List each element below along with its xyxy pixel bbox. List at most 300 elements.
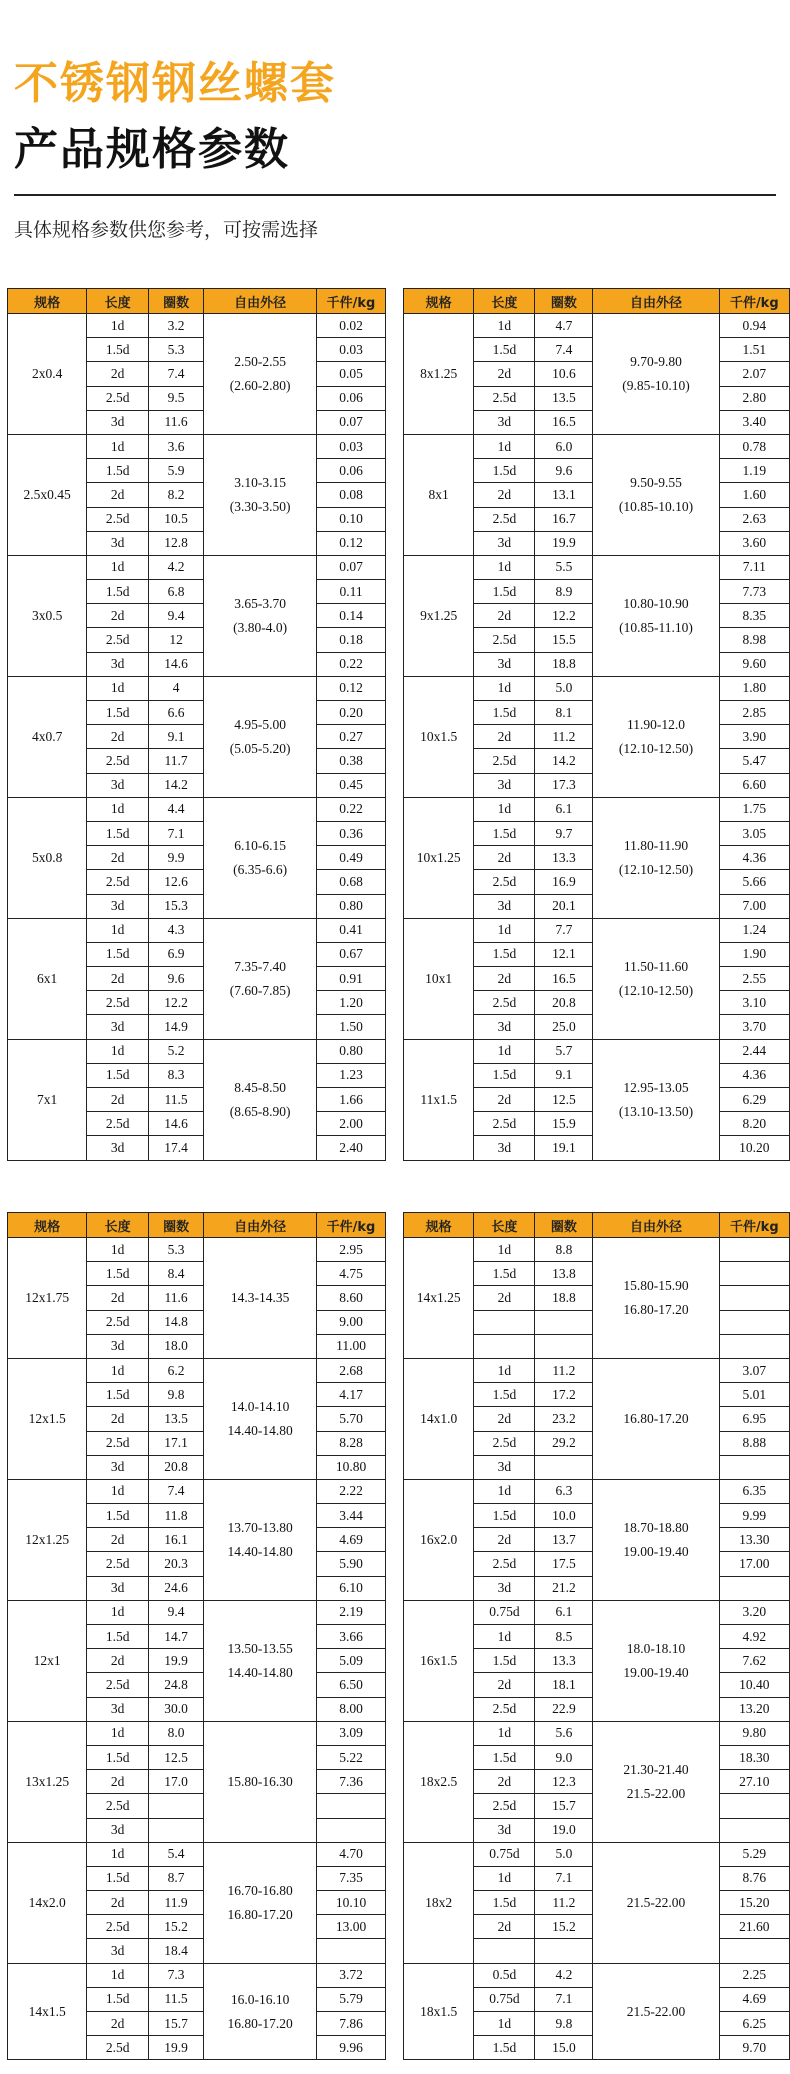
table-row <box>8 1039 386 1063</box>
col-header-free-od: 自由外径 <box>204 1213 317 1238</box>
free-od-cell <box>204 434 317 555</box>
table-row <box>8 918 386 942</box>
weight-cell: 3.66 <box>317 1625 386 1649</box>
turns-cell: 19.9 <box>535 531 593 555</box>
length-cell: 1.5d <box>87 1745 149 1769</box>
weight-cell: 13.30 <box>719 1528 789 1552</box>
length-cell: 3d <box>87 1334 149 1358</box>
weight-cell: 6.10 <box>317 1576 386 1600</box>
free-od-line: 16.80-17.20 <box>623 1301 689 1317</box>
length-cell: 1d <box>87 314 149 338</box>
weight-cell: 3.90 <box>719 725 789 749</box>
spec-cell: 10x1 <box>404 918 474 1039</box>
turns-cell: 20.3 <box>148 1552 203 1576</box>
header-row <box>404 1213 790 1238</box>
weight-cell: 1.75 <box>719 797 789 821</box>
weight-cell: 7.62 <box>719 1649 789 1673</box>
turns-cell: 20.1 <box>535 894 593 918</box>
weight-cell: 0.14 <box>317 604 386 628</box>
free-od-cell <box>593 1842 719 1963</box>
table-row <box>8 1963 386 1987</box>
weight-cell: 1.90 <box>719 942 789 966</box>
length-cell: 3d <box>87 1455 149 1479</box>
weight-cell: 8.28 <box>317 1431 386 1455</box>
turns-cell: 13.3 <box>535 846 593 870</box>
turns-cell: 9.7 <box>535 821 593 845</box>
weight-cell: 4.17 <box>317 1383 386 1407</box>
weight-cell: 5.90 <box>317 1552 386 1576</box>
spec-cell: 10x1.5 <box>404 676 474 797</box>
table-row <box>404 1238 790 1262</box>
length-cell: 1d <box>87 1039 149 1063</box>
spec-cell: 14x1.0 <box>404 1358 474 1479</box>
free-od-cell <box>593 1721 719 1842</box>
length-cell: 1d <box>87 555 149 579</box>
free-od-cell <box>204 1600 317 1721</box>
col-header-turns: 圈数 <box>148 289 203 314</box>
turns-cell: 15.7 <box>148 2012 203 2036</box>
length-cell: 2.5d <box>87 1431 149 1455</box>
length-cell: 1.5d <box>474 1891 535 1915</box>
weight-cell: 4.70 <box>317 1842 386 1866</box>
turns-cell: 21.2 <box>535 1576 593 1600</box>
length-cell: 1d <box>87 797 149 821</box>
weight-cell: 0.68 <box>317 870 386 894</box>
free-od-line: 14.40-14.80 <box>227 1543 293 1559</box>
weight-cell: 9.60 <box>719 652 789 676</box>
free-od-cell <box>593 1479 719 1600</box>
turns-cell: 9.9 <box>148 846 203 870</box>
length-cell: 1.5d <box>87 338 149 362</box>
free-od-line: 8.45-8.50 <box>234 1079 287 1095</box>
turns-cell: 15.2 <box>148 1915 203 1939</box>
weight-cell: 0.78 <box>719 434 789 458</box>
weight-cell: 0.38 <box>317 749 386 773</box>
free-od-cell <box>593 1039 719 1160</box>
weight-cell <box>719 1939 789 1963</box>
weight-cell: 4.69 <box>719 1987 789 2011</box>
weight-cell: 0.41 <box>317 918 386 942</box>
length-cell: 1d <box>474 797 535 821</box>
weight-cell <box>719 1262 789 1286</box>
spec-cell: 3x0.5 <box>8 555 87 676</box>
length-cell: 1d <box>474 1479 535 1503</box>
weight-cell: 0.36 <box>317 821 386 845</box>
weight-cell: 0.07 <box>317 555 386 579</box>
weight-cell: 8.00 <box>317 1697 386 1721</box>
weight-cell: 0.03 <box>317 338 386 362</box>
col-header-turns: 圈数 <box>535 1213 593 1238</box>
weight-cell: 7.86 <box>317 2012 386 2036</box>
turns-cell: 4.2 <box>535 1963 593 1987</box>
col-header-length: 长度 <box>87 289 149 314</box>
free-od-line: 21.30-21.40 <box>623 1761 689 1777</box>
length-cell: 3d <box>87 1818 149 1842</box>
weight-cell: 1.80 <box>719 676 789 700</box>
turns-cell: 5.4 <box>148 1842 203 1866</box>
weight-cell: 2.63 <box>719 507 789 531</box>
turns-cell: 8.2 <box>148 483 203 507</box>
length-cell: 3d <box>474 894 535 918</box>
table-row <box>8 434 386 458</box>
turns-cell <box>148 1794 203 1818</box>
turns-cell <box>535 1334 593 1358</box>
length-cell: 3d <box>474 773 535 797</box>
length-cell: 2d <box>87 967 149 991</box>
turns-cell: 4 <box>148 676 203 700</box>
free-od-line: 11.90-12.0 <box>626 716 685 732</box>
turns-cell: 9.0 <box>535 1745 593 1769</box>
turns-cell: 11.6 <box>148 1286 203 1310</box>
length-cell: 2.5d <box>87 507 149 531</box>
free-od-line: (5.05-5.20) <box>229 740 291 756</box>
length-cell: 2d <box>474 846 535 870</box>
turns-cell: 3.6 <box>148 434 203 458</box>
length-cell: 2d <box>87 2012 149 2036</box>
length-cell: 2d <box>474 1673 535 1697</box>
weight-cell: 8.98 <box>719 628 789 652</box>
weight-cell <box>719 1455 789 1479</box>
weight-cell <box>719 1576 789 1600</box>
weight-cell: 4.69 <box>317 1528 386 1552</box>
turns-cell: 12.3 <box>535 1770 593 1794</box>
free-od-line: 16.0-16.10 <box>230 1991 290 2007</box>
weight-cell: 6.50 <box>317 1673 386 1697</box>
length-cell <box>474 1310 535 1334</box>
length-cell: 1d <box>87 1963 149 1987</box>
free-od-line: 3.10-3.15 <box>234 474 287 490</box>
free-od-line: 2.50-2.55 <box>234 353 287 369</box>
weight-cell: 21.60 <box>719 1915 789 1939</box>
turns-cell: 10.6 <box>535 362 593 386</box>
weight-cell: 5.09 <box>317 1649 386 1673</box>
length-cell: 1d <box>474 434 535 458</box>
length-cell: 1d <box>474 1721 535 1745</box>
weight-cell: 5.01 <box>719 1383 789 1407</box>
weight-cell: 0.05 <box>317 362 386 386</box>
spec-table <box>7 288 386 1161</box>
length-cell: 1.5d <box>87 1866 149 1890</box>
turns-cell: 15.5 <box>535 628 593 652</box>
col-header-free-od: 自由外径 <box>204 289 317 314</box>
weight-cell <box>317 1794 386 1818</box>
free-od-line: (2.60-2.80) <box>229 377 291 393</box>
weight-cell: 10.10 <box>317 1891 386 1915</box>
length-cell: 3d <box>87 1697 149 1721</box>
col-header-weight: 千件/kg <box>317 1213 386 1238</box>
weight-cell: 0.07 <box>317 410 386 434</box>
col-header-weight: 千件/kg <box>719 1213 789 1238</box>
length-cell: 2d <box>474 1528 535 1552</box>
spec-cell: 11x1.5 <box>404 1039 474 1160</box>
turns-cell: 6.1 <box>535 797 593 821</box>
free-od-line: 13.50-13.55 <box>227 1640 293 1656</box>
col-header-turns: 圈数 <box>535 289 593 314</box>
length-cell: 1d <box>474 1238 535 1262</box>
turns-cell: 5.0 <box>535 1842 593 1866</box>
weight-cell: 9.00 <box>317 1310 386 1334</box>
free-od-line: 18.70-18.80 <box>623 1519 689 1535</box>
spec-cell: 14x1.25 <box>404 1238 474 1359</box>
turns-cell: 18.0 <box>148 1334 203 1358</box>
turns-cell: 4.2 <box>148 555 203 579</box>
turns-cell: 5.6 <box>535 1721 593 1745</box>
length-cell: 1.5d <box>87 1262 149 1286</box>
turns-cell: 15.9 <box>535 1112 593 1136</box>
length-cell: 0.75d <box>474 1842 535 1866</box>
weight-cell: 7.11 <box>719 555 789 579</box>
turns-cell: 12.5 <box>535 1088 593 1112</box>
length-cell: 1d <box>87 1842 149 1866</box>
weight-cell: 5.47 <box>719 749 789 773</box>
turns-cell: 11.7 <box>148 749 203 773</box>
turns-cell: 9.6 <box>148 967 203 991</box>
weight-cell: 3.05 <box>719 821 789 845</box>
free-od-cell <box>204 1238 317 1359</box>
spec-table <box>403 288 790 1161</box>
turns-cell: 14.2 <box>148 773 203 797</box>
length-cell: 2.5d <box>87 1552 149 1576</box>
length-cell: 2d <box>87 725 149 749</box>
turns-cell: 7.1 <box>535 1987 593 2011</box>
free-od-line: (3.30-3.50) <box>229 498 291 514</box>
turns-cell: 4.7 <box>535 314 593 338</box>
turns-cell: 24.8 <box>148 1673 203 1697</box>
table-row <box>404 555 790 579</box>
free-od-line: 11.80-11.90 <box>623 837 689 853</box>
turns-cell: 6.2 <box>148 1358 203 1382</box>
weight-cell <box>719 1794 789 1818</box>
table-row <box>404 1600 790 1624</box>
turns-cell: 5.2 <box>148 1039 203 1063</box>
spec-cell: 16x2.0 <box>404 1479 474 1600</box>
turns-cell <box>535 1939 593 1963</box>
turns-cell: 5.3 <box>148 1238 203 1262</box>
length-cell: 2d <box>474 1088 535 1112</box>
turns-cell <box>535 1310 593 1334</box>
table-row <box>8 1600 386 1624</box>
length-cell: 2d <box>87 1891 149 1915</box>
col-header-spec: 规格 <box>404 289 474 314</box>
table-row <box>404 676 790 700</box>
turns-cell: 13.5 <box>535 386 593 410</box>
free-od-cell <box>593 1358 719 1479</box>
turns-cell: 18.4 <box>148 1939 203 1963</box>
free-od-line: 9.50-9.55 <box>630 474 682 490</box>
turns-cell: 8.8 <box>535 1238 593 1262</box>
length-cell: 3d <box>474 1818 535 1842</box>
length-cell: 2d <box>87 483 149 507</box>
weight-cell: 6.25 <box>719 2012 789 2036</box>
weight-cell: 6.60 <box>719 773 789 797</box>
length-cell: 1d <box>87 1238 149 1262</box>
weight-cell: 4.36 <box>719 846 789 870</box>
length-cell: 1d <box>87 1721 149 1745</box>
free-od-line: (12.10-12.50) <box>618 740 694 756</box>
spec-cell: 12x1.25 <box>8 1479 87 1600</box>
weight-cell: 2.07 <box>719 362 789 386</box>
col-header-weight: 千件/kg <box>317 289 386 314</box>
length-cell: 1.5d <box>474 1649 535 1673</box>
length-cell: 2.5d <box>474 628 535 652</box>
weight-cell: 0.12 <box>317 531 386 555</box>
weight-cell: 1.51 <box>719 338 789 362</box>
length-cell: 2.5d <box>87 991 149 1015</box>
turns-cell: 15.2 <box>535 1915 593 1939</box>
weight-cell <box>719 1334 789 1358</box>
free-od-cell <box>204 918 317 1039</box>
weight-cell: 0.18 <box>317 628 386 652</box>
weight-cell: 4.75 <box>317 1262 386 1286</box>
turns-cell: 15.7 <box>535 1794 593 1818</box>
turns-cell: 19.9 <box>148 1649 203 1673</box>
length-cell: 2d <box>474 1407 535 1431</box>
free-od-line: 6.10-6.15 <box>234 837 287 853</box>
spec-cell: 7x1 <box>8 1039 87 1160</box>
weight-cell: 9.96 <box>317 2036 386 2060</box>
weight-cell: 4.92 <box>719 1625 789 1649</box>
weight-cell: 0.80 <box>317 894 386 918</box>
turns-cell: 6.1 <box>535 1600 593 1624</box>
col-header-length: 长度 <box>474 1213 535 1238</box>
turns-cell: 13.1 <box>535 483 593 507</box>
free-od-cell <box>593 434 719 555</box>
turns-cell: 10.5 <box>148 507 203 531</box>
turns-cell: 9.1 <box>535 1063 593 1087</box>
length-cell: 2.5d <box>474 749 535 773</box>
spec-cell: 16x1.5 <box>404 1600 474 1721</box>
spec-cell: 2.5x0.45 <box>8 434 87 555</box>
length-cell: 2.5d <box>87 386 149 410</box>
table-row <box>8 1721 386 1745</box>
free-od-cell <box>593 1963 719 2060</box>
length-cell: 3d <box>87 894 149 918</box>
length-cell: 1.5d <box>474 2036 535 2060</box>
weight-cell: 7.73 <box>719 580 789 604</box>
free-od-cell <box>593 1600 719 1721</box>
free-od-line: (10.85-10.10) <box>618 498 694 514</box>
length-cell: 2d <box>87 1528 149 1552</box>
turns-cell: 11.8 <box>148 1504 203 1528</box>
turns-cell: 12 <box>148 628 203 652</box>
length-cell: 2.5d <box>87 1794 149 1818</box>
table-row <box>404 434 790 458</box>
turns-cell: 18.8 <box>535 1286 593 1310</box>
turns-cell: 19.9 <box>148 2036 203 2060</box>
free-od-line: 15.80-16.30 <box>227 1773 293 1789</box>
length-cell: 1d <box>474 555 535 579</box>
length-cell: 1.5d <box>87 1625 149 1649</box>
free-od-cell <box>593 314 719 435</box>
length-cell: 2d <box>474 1770 535 1794</box>
length-cell: 1d <box>87 1358 149 1382</box>
turns-cell: 5.5 <box>535 555 593 579</box>
length-cell: 1d <box>474 1039 535 1063</box>
spec-cell: 13x1.25 <box>8 1721 87 1842</box>
turns-cell: 7.3 <box>148 1963 203 1987</box>
turns-cell: 7.1 <box>148 821 203 845</box>
turns-cell: 9.4 <box>148 604 203 628</box>
turns-cell: 9.6 <box>535 459 593 483</box>
weight-cell: 13.20 <box>719 1697 789 1721</box>
weight-cell: 0.08 <box>317 483 386 507</box>
table-row <box>404 1963 790 1987</box>
turns-cell: 6.6 <box>148 701 203 725</box>
weight-cell: 1.24 <box>719 918 789 942</box>
length-cell: 2.5d <box>474 1794 535 1818</box>
weight-cell: 8.35 <box>719 604 789 628</box>
length-cell: 1.5d <box>474 1383 535 1407</box>
turns-cell: 8.9 <box>535 580 593 604</box>
header-row <box>404 289 790 314</box>
turns-cell: 19.1 <box>535 1136 593 1160</box>
length-cell: 3d <box>87 410 149 434</box>
turns-cell: 6.3 <box>535 1479 593 1503</box>
weight-cell: 0.03 <box>317 434 386 458</box>
turns-cell: 6.0 <box>535 434 593 458</box>
length-cell: 1d <box>474 2012 535 2036</box>
length-cell: 1d <box>474 918 535 942</box>
turns-cell: 6.8 <box>148 580 203 604</box>
free-od-cell <box>204 555 317 676</box>
length-cell: 3d <box>474 652 535 676</box>
spec-cell: 14x1.5 <box>8 1963 87 2060</box>
turns-cell: 4.4 <box>148 797 203 821</box>
table-row <box>404 1842 790 1866</box>
turns-cell: 13.5 <box>148 1407 203 1431</box>
weight-cell: 8.76 <box>719 1866 789 1890</box>
length-cell: 1d <box>474 1358 535 1382</box>
spec-cell: 9x1.25 <box>404 555 474 676</box>
free-od-cell <box>593 555 719 676</box>
length-cell: 2.5d <box>474 870 535 894</box>
free-od-cell <box>204 1039 317 1160</box>
col-header-spec: 规格 <box>404 1213 474 1238</box>
col-header-length: 长度 <box>87 1213 149 1238</box>
weight-cell: 3.70 <box>719 1015 789 1039</box>
weight-cell: 15.20 <box>719 1891 789 1915</box>
turns-cell: 9.1 <box>148 725 203 749</box>
length-cell: 0.75d <box>474 1987 535 2011</box>
weight-cell: 2.00 <box>317 1112 386 1136</box>
weight-cell: 2.55 <box>719 967 789 991</box>
weight-cell: 2.44 <box>719 1039 789 1063</box>
turns-cell: 16.7 <box>535 507 593 531</box>
length-cell: 2.5d <box>87 1310 149 1334</box>
spec-cell: 12x1.75 <box>8 1238 87 1359</box>
free-od-cell <box>593 797 719 918</box>
free-od-line: 16.80-17.20 <box>227 1906 293 1922</box>
spec-cell: 18x2 <box>404 1842 474 1963</box>
subtitle: 具体规格参数供您参考，可按需选择 <box>14 219 319 241</box>
free-od-cell <box>204 1721 317 1842</box>
weight-cell: 1.20 <box>317 991 386 1015</box>
length-cell: 2.5d <box>474 1552 535 1576</box>
table-row <box>8 1479 386 1503</box>
table-row <box>404 314 790 338</box>
spec-cell: 8x1.25 <box>404 314 474 435</box>
weight-cell: 3.09 <box>317 1721 386 1745</box>
table-row <box>8 314 386 338</box>
length-cell: 2d <box>474 1286 535 1310</box>
length-cell: 2.5d <box>87 1915 149 1939</box>
turns-cell: 14.9 <box>148 1015 203 1039</box>
length-cell <box>474 1939 535 1963</box>
weight-cell: 2.95 <box>317 1238 386 1262</box>
weight-cell: 10.40 <box>719 1673 789 1697</box>
weight-cell: 0.22 <box>317 797 386 821</box>
free-od-cell <box>204 1479 317 1600</box>
